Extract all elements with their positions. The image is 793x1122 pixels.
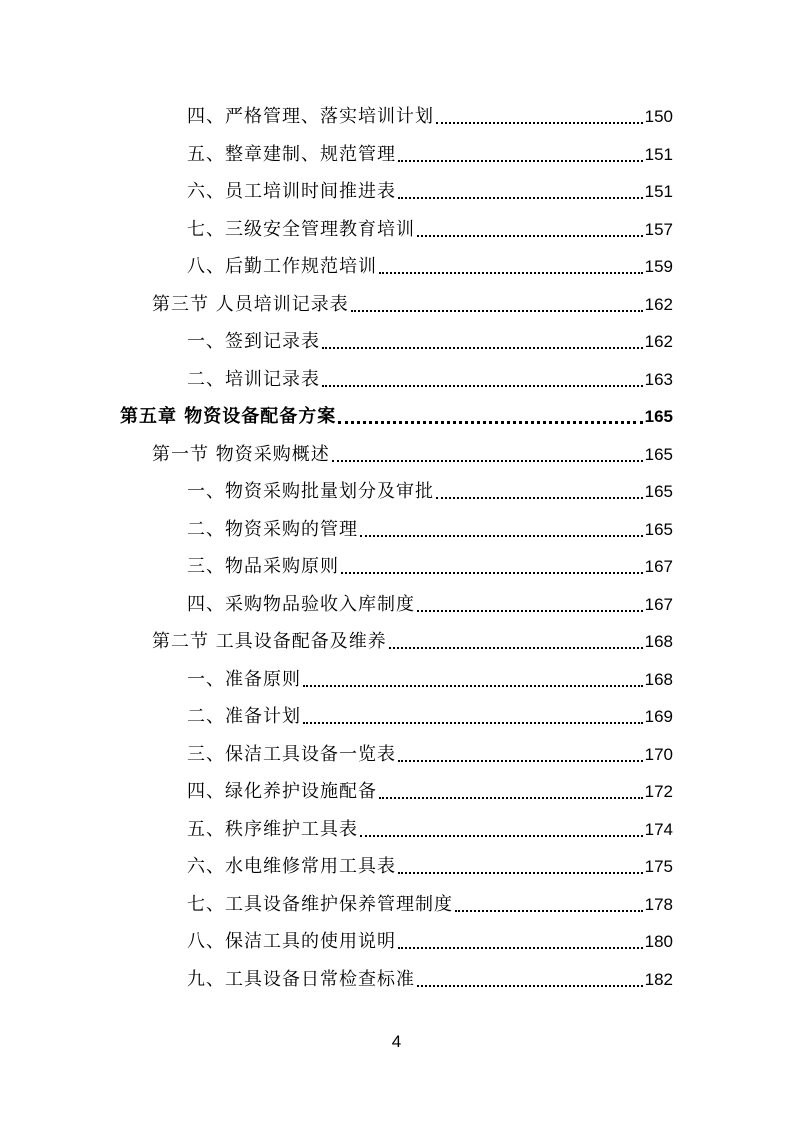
toc-dot-leader: [379, 791, 643, 799]
toc-entry-title: 三、保洁工具设备一览表: [187, 743, 396, 765]
toc-entry[interactable]: [187, 850, 673, 878]
toc-entry-title: 一、物资采购批量划分及审批: [187, 481, 434, 502]
toc-dot-leader: [389, 641, 643, 649]
toc-entry[interactable]: [187, 513, 673, 541]
toc-entry-title: 三、物品采购原则: [187, 556, 339, 577]
toc-entry-title: 二、准备计划: [187, 706, 301, 727]
toc-entry[interactable]: [187, 138, 673, 166]
toc-entry-title: 四、严格管理、落实培训计划: [187, 106, 434, 127]
toc-entry-page: 165: [644, 407, 673, 426]
toc-entry[interactable]: [187, 475, 673, 503]
toc-chapter-entry[interactable]: [120, 400, 673, 428]
page-number: 4: [391, 1032, 402, 1051]
toc-entry-title: 第五章 物资设备配备方案: [120, 406, 337, 427]
toc-entry-page: 167: [644, 557, 673, 576]
toc-entry-title: 四、绿化养护设施配备: [187, 781, 377, 802]
toc-entry[interactable]: [187, 100, 673, 128]
toc-section-entry[interactable]: [152, 438, 673, 466]
toc-entry-title: 第二节 工具设备配备及维养: [152, 631, 387, 652]
toc-dot-leader: [341, 566, 643, 574]
toc-entry-page: 165: [644, 482, 673, 501]
toc-dot-leader: [455, 904, 643, 912]
toc-entry-page: 157: [644, 219, 673, 239]
toc-entry-page: 165: [644, 444, 673, 464]
toc-entry-title: 二、培训记录表: [187, 368, 320, 390]
toc-dot-leader: [436, 491, 643, 499]
toc-entry-title: 五、秩序维护工具表: [187, 818, 358, 840]
toc-entry-title: 第三节 人员培训记录表: [152, 293, 349, 315]
toc-dot-leader: [417, 229, 643, 237]
toc-dot-leader: [417, 604, 643, 612]
toc-entry[interactable]: [187, 213, 673, 241]
toc-entry-title: 七、工具设备维护保养管理制度: [187, 893, 453, 915]
toc-entry-title: 七、三级安全管理教育培训: [187, 218, 415, 240]
toc-dot-leader: [398, 941, 643, 949]
toc-section-entry[interactable]: [152, 288, 673, 316]
toc-dot-leader: [398, 154, 643, 162]
toc-entry[interactable]: [187, 550, 673, 578]
toc-entry-title: 五、整章建制、规范管理: [187, 143, 396, 165]
toc-dot-leader: [379, 266, 643, 274]
toc-dot-leader: [322, 379, 643, 387]
toc-entry-page: 172: [644, 782, 673, 801]
toc-entry-page: 168: [644, 669, 673, 689]
toc-entry[interactable]: [187, 363, 673, 391]
toc-entry-title: 六、员工培训时间推进表: [187, 181, 396, 202]
toc-dot-leader: [398, 191, 643, 199]
toc-entry-title: 八、后勤工作规范培训: [187, 256, 377, 277]
toc-entry-title: 第一节 物资采购概述: [152, 443, 330, 465]
toc-dot-leader: [360, 529, 643, 537]
toc-dot-leader: [398, 754, 643, 762]
toc-dot-leader: [322, 341, 643, 349]
toc-entry-title: 六、水电维修常用工具表: [187, 856, 396, 877]
toc-entry-title: 一、签到记录表: [187, 331, 320, 352]
toc-dot-leader: [338, 415, 642, 424]
toc-dot-leader: [417, 979, 643, 987]
toc-entry-page: 162: [644, 332, 673, 351]
toc-entry[interactable]: [187, 250, 673, 278]
toc-entry-page: 174: [644, 819, 673, 839]
toc-dot-leader: [360, 829, 643, 837]
toc-entry-title: 四、采购物品验收入库制度: [187, 593, 415, 615]
toc-entry-page: 165: [644, 519, 673, 539]
toc-entry-title: 九、工具设备日常检查标准: [187, 968, 415, 990]
toc-dot-leader: [303, 679, 643, 687]
toc-section-entry[interactable]: [152, 625, 673, 653]
toc-entry-page: 163: [644, 369, 673, 389]
toc-entry[interactable]: [187, 325, 673, 353]
toc-entry-page: 151: [644, 144, 673, 164]
toc-entry-page: 180: [644, 932, 673, 951]
toc-entry-page: 169: [644, 707, 673, 726]
toc-entry-title: 八、保洁工具的使用说明: [187, 931, 396, 952]
toc-entry[interactable]: [187, 813, 673, 841]
toc-entry-page: 170: [644, 744, 673, 764]
toc-entry-page: 167: [644, 594, 673, 614]
toc-entry[interactable]: [187, 663, 673, 691]
toc-entry-page: 150: [644, 107, 673, 126]
toc-dot-leader: [303, 716, 643, 724]
toc-entry[interactable]: [187, 775, 673, 803]
toc-entry[interactable]: [187, 888, 673, 916]
toc-dot-leader: [332, 454, 643, 462]
toc-entry-page: 168: [644, 632, 673, 651]
toc-entry-page: 182: [644, 969, 673, 989]
toc-entry-page: 175: [644, 857, 673, 876]
toc-dot-leader: [436, 116, 643, 124]
toc-entry[interactable]: [187, 588, 673, 616]
toc-entry[interactable]: [187, 925, 673, 953]
toc-entry-page: 178: [644, 894, 673, 914]
toc-dot-leader: [398, 866, 643, 874]
toc-entry[interactable]: [187, 700, 673, 728]
toc-entry-page: 162: [644, 294, 673, 314]
toc-entry[interactable]: [187, 963, 673, 991]
toc-entry-page: 159: [644, 257, 673, 276]
toc-dot-leader: [351, 304, 643, 312]
toc-entry-page: 151: [644, 182, 673, 201]
toc-entry[interactable]: [187, 175, 673, 203]
toc-entry-title: 一、准备原则: [187, 668, 301, 690]
toc-entry[interactable]: [187, 738, 673, 766]
toc-entry-title: 二、物资采购的管理: [187, 518, 358, 540]
